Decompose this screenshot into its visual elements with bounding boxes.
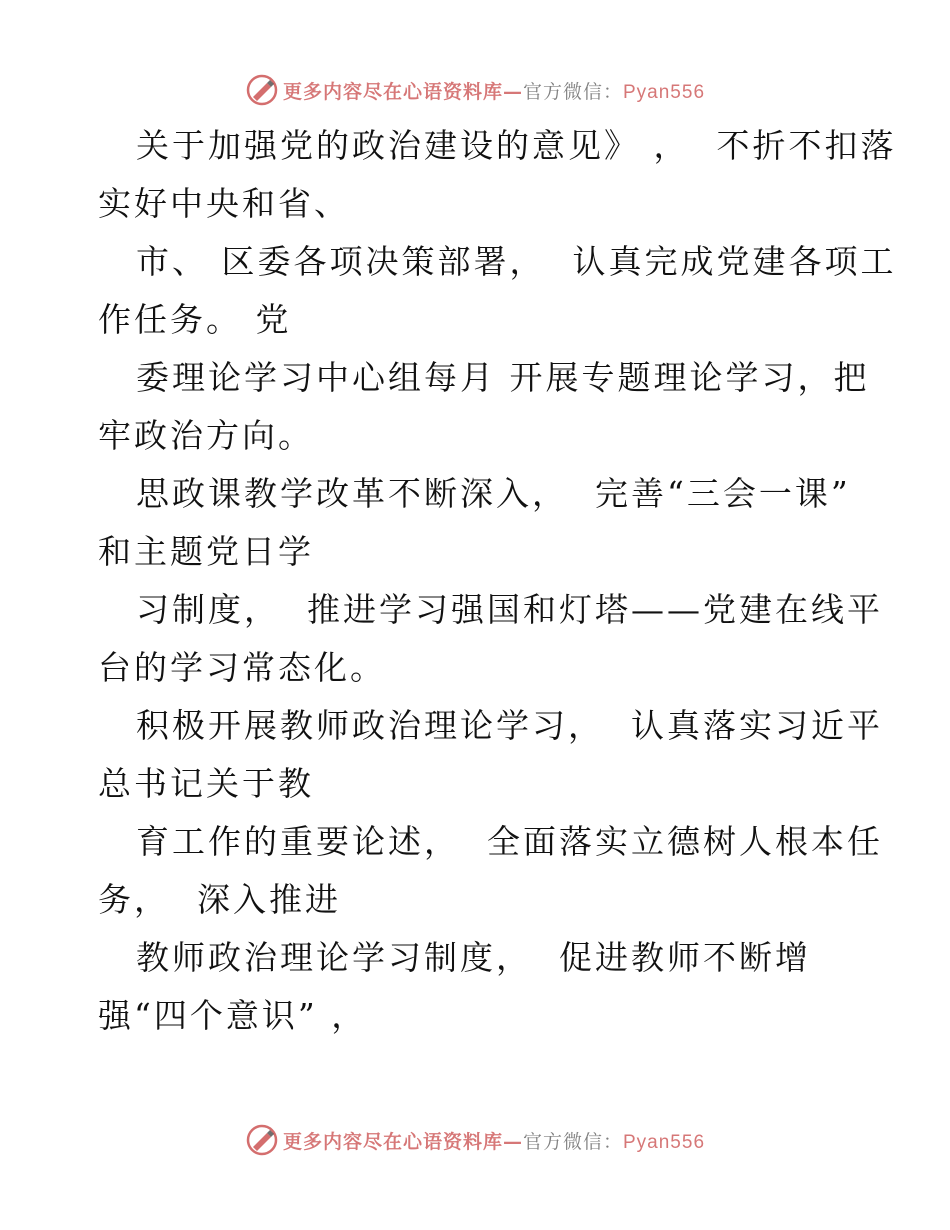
pen-logo-icon: [245, 73, 279, 107]
text-line: 关于加强党的政治建设的意见》 ， 不折不扣落: [136, 126, 897, 165]
text-line: 强“四个意识” ，: [98, 996, 368, 1035]
watermark-main-text: 更多内容尽在心语资料库—: [282, 1130, 523, 1153]
watermark-wechat-id: Pyan556: [623, 1131, 706, 1153]
watermark-wechat-id: Pyan556: [623, 81, 706, 103]
text-line: 实好中央和省、: [98, 184, 350, 223]
footer-watermark: [0, 1120, 950, 1160]
text-line: 台的学习常态化。: [98, 648, 386, 687]
text-line: 育工作的重要论述， 全面落实立德树人根本任: [136, 822, 883, 861]
text-line: 市、 区委各项决策部署， 认真完成党建各项工: [136, 242, 897, 281]
text-line: 委理论学习中心组每月 开展专题理论学习，把: [136, 358, 870, 397]
watermark-main-text: 更多内容尽在心语资料库—: [282, 80, 523, 103]
text-line: 积极开展教师政治理论学习， 认真落实习近平: [136, 706, 883, 745]
text-line: 总书记关于教: [98, 764, 314, 803]
text-line: 教师政治理论学习制度， 促进教师不断增: [136, 938, 811, 977]
pen-logo-icon: [245, 1123, 279, 1157]
text-line: 习制度， 推进学习强国和灯塔——党建在线平: [136, 590, 883, 629]
watermark-wechat-label: 官方微信：: [522, 1130, 623, 1153]
text-line: 作任务。 党: [98, 300, 292, 339]
text-line: 思政课教学改革不断深入， 完善“三会一课”: [136, 474, 851, 513]
text-line: 牢政治方向。: [98, 416, 314, 455]
text-line: 务， 深入推进: [98, 880, 341, 919]
document-body: [98, 122, 897, 1050]
text-line: 和主题党日学: [98, 532, 314, 571]
watermark-wechat-label: 官方微信：: [522, 80, 623, 103]
header-watermark: [0, 70, 950, 110]
